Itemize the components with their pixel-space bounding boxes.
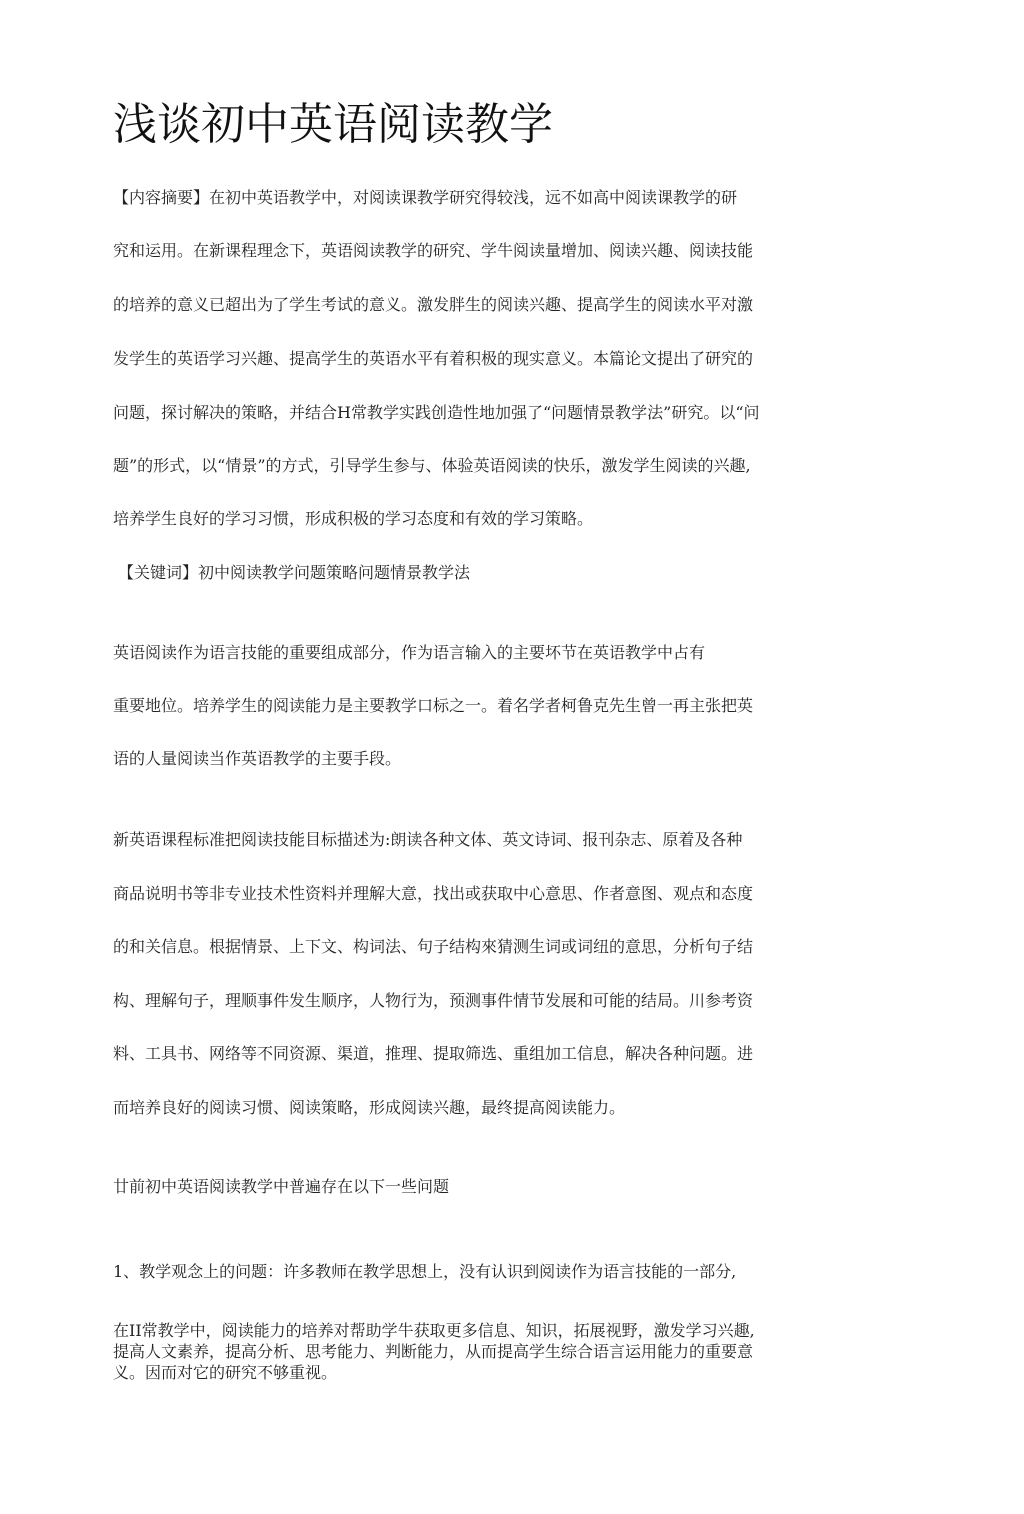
- section-heading: 廿前初中英语阅读教学中普遍存在以下一些问题: [113, 1177, 450, 1196]
- abstract-line: 究和运用。在新课程理念下，英语阅读教学的研究、学牛阅读量增加、阅读兴趣、阅读技能: [113, 241, 754, 260]
- list-item: 1、教学观念上的问题：许多教师在教学思想上，没有认识到阅读作为语言技能的一部分,: [113, 1262, 737, 1281]
- abstract-line: 培养学生良好的学习习惯，形成积极的学习态度和有效的学习策略。: [113, 509, 594, 528]
- keywords-line: 【关键词】初中阅读教学问题策略问题情景教学法: [118, 563, 471, 582]
- paragraph-line: 在II常教学中，阅读能力的培养对帮助学牛获取更多信息、知识，拓展视野，激发学习兴趣,: [113, 1321, 755, 1340]
- abstract-line: 【内容摘要】在初中英语教学中，对阅读课教学研究得较浅，远不如高中阅读课教学的研: [113, 188, 738, 207]
- paragraph-line: 新英语课程标准把阅读技能目标描述为:朗读各种文体、英文诗词、报刊杂志、原着及各种: [113, 830, 743, 849]
- paragraph-line: 而培养良好的阅读习惯、阅读策略，形成阅读兴趣，最终提高阅读能力。: [113, 1098, 626, 1117]
- abstract-line: 发学生的英语学习兴趣、提高学生的英语水平有着积极的现实意义。本篇论文提出了研究的: [113, 349, 754, 368]
- paragraph-line: 的和关信息。根据情景、上下文、构词法、句子结构來猜测生词或词纽的意思，分析句子结: [113, 937, 754, 956]
- paragraph-line: 提高人文素养，提高分析、思考能力、判断能力，从而提高学生综合语言运用能力的重要意: [113, 1342, 754, 1361]
- abstract-line: 的培养的意义已超出为了学生考试的意义。激发胖生的阅读兴趣、提高学生的阅读水平对激: [113, 295, 754, 314]
- paragraph-line: 料、工具书、网络等不同资源、渠道，推理、提取筛选、重组加工信息，解决各种问题。进: [113, 1044, 754, 1063]
- paragraph-line: 商品说明书等非专业技术性资料并理解大意，找出或获取中心意思、作者意图、观点和态度: [113, 884, 754, 903]
- paragraph-line: 语的人量阅读当作英语教学的主要手段。: [113, 749, 402, 768]
- paragraph-line: 重要地位。培养学生的阅读能力是主要教学口标之一。着名学者柯鲁克先生曾一再主张把英: [113, 696, 754, 715]
- paragraph-line: 英语阅读作为语言技能的重要组成部分，作为语言输入的主要坏节在英语教学中占有: [113, 643, 706, 662]
- paragraph-line: 构、理解句子，理顺事件发生顺序，人物行为，预测事件情节发展和可能的结局。川参考资: [113, 991, 754, 1010]
- abstract-line: 题”的形式，以“情景”的方式，引导学生参与、体验英语阅读的快乐，激发学生阅读的兴趣,: [113, 456, 751, 475]
- document-title: 浅谈初中英语阅读教学: [113, 99, 553, 150]
- paragraph-block: [113, 1320, 853, 1383]
- paragraph-line: 义。因而对它的研究不够重视。: [113, 1363, 338, 1382]
- abstract-line: 问题，探讨解决的策略，并结合H常教学实践创造性地加强了“问题情景教学法”研究。以“问: [113, 403, 760, 422]
